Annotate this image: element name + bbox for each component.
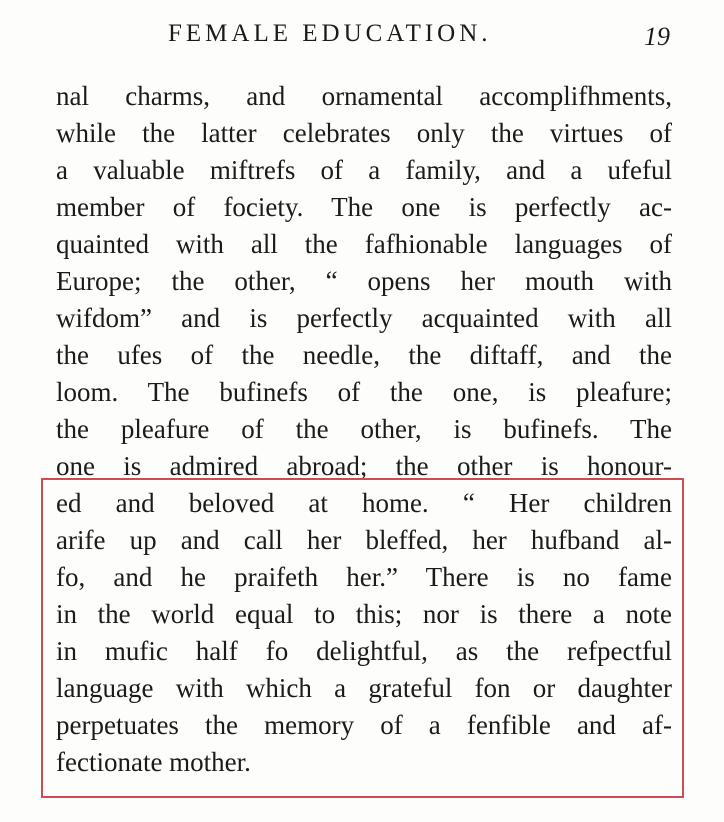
- text-line-last: fectionate mother.: [56, 747, 251, 777]
- text-line: Europe; the other, “ opens her mouth with: [56, 266, 672, 296]
- text-line: ed and beloved at home. “ Her children: [56, 488, 672, 518]
- text-line: loom. The bufinefs of the one, is pleafure;: [56, 377, 672, 407]
- text-line: one is admired abroad; the other is honour-: [56, 451, 672, 481]
- next-line-fragment: [60, 812, 660, 822]
- text-line: fo, and he praifeth her.” There is no fame: [56, 562, 672, 592]
- text-line: member of fociety. The one is perfectly ac-: [56, 192, 672, 222]
- text-line: the ufes of the needle, the diftaff, and the: [56, 340, 672, 370]
- text-line: quainted with all the fafhionable languages of: [56, 229, 672, 259]
- running-title: FEMALE EDUCATION.: [168, 20, 492, 47]
- body-text: [56, 78, 672, 781]
- text-line: in the world equal to this; nor is there a note: [56, 599, 672, 629]
- text-line: in mufic half fo delightful, as the refpectful: [56, 636, 672, 666]
- page-number: 19: [644, 22, 670, 51]
- text-line: perpetuates the memory of a fenfible and af-: [56, 710, 672, 740]
- text-line: wifdom” and is perfectly acquainted with all: [56, 303, 672, 333]
- text-line: while the latter celebrates only the virtues of: [56, 118, 672, 148]
- text-line: arife up and call her bleffed, her hufband al-: [56, 525, 672, 555]
- text-line: a valuable miftrefs of a family, and a ufeful: [56, 155, 672, 185]
- text-line: nal charms, and ornamental accomplifhments,: [56, 81, 672, 111]
- text-line: language with which a grateful fon or daughter: [56, 673, 672, 703]
- running-head: [0, 20, 724, 54]
- text-line: the pleafure of the other, is bufinefs. The: [56, 414, 672, 444]
